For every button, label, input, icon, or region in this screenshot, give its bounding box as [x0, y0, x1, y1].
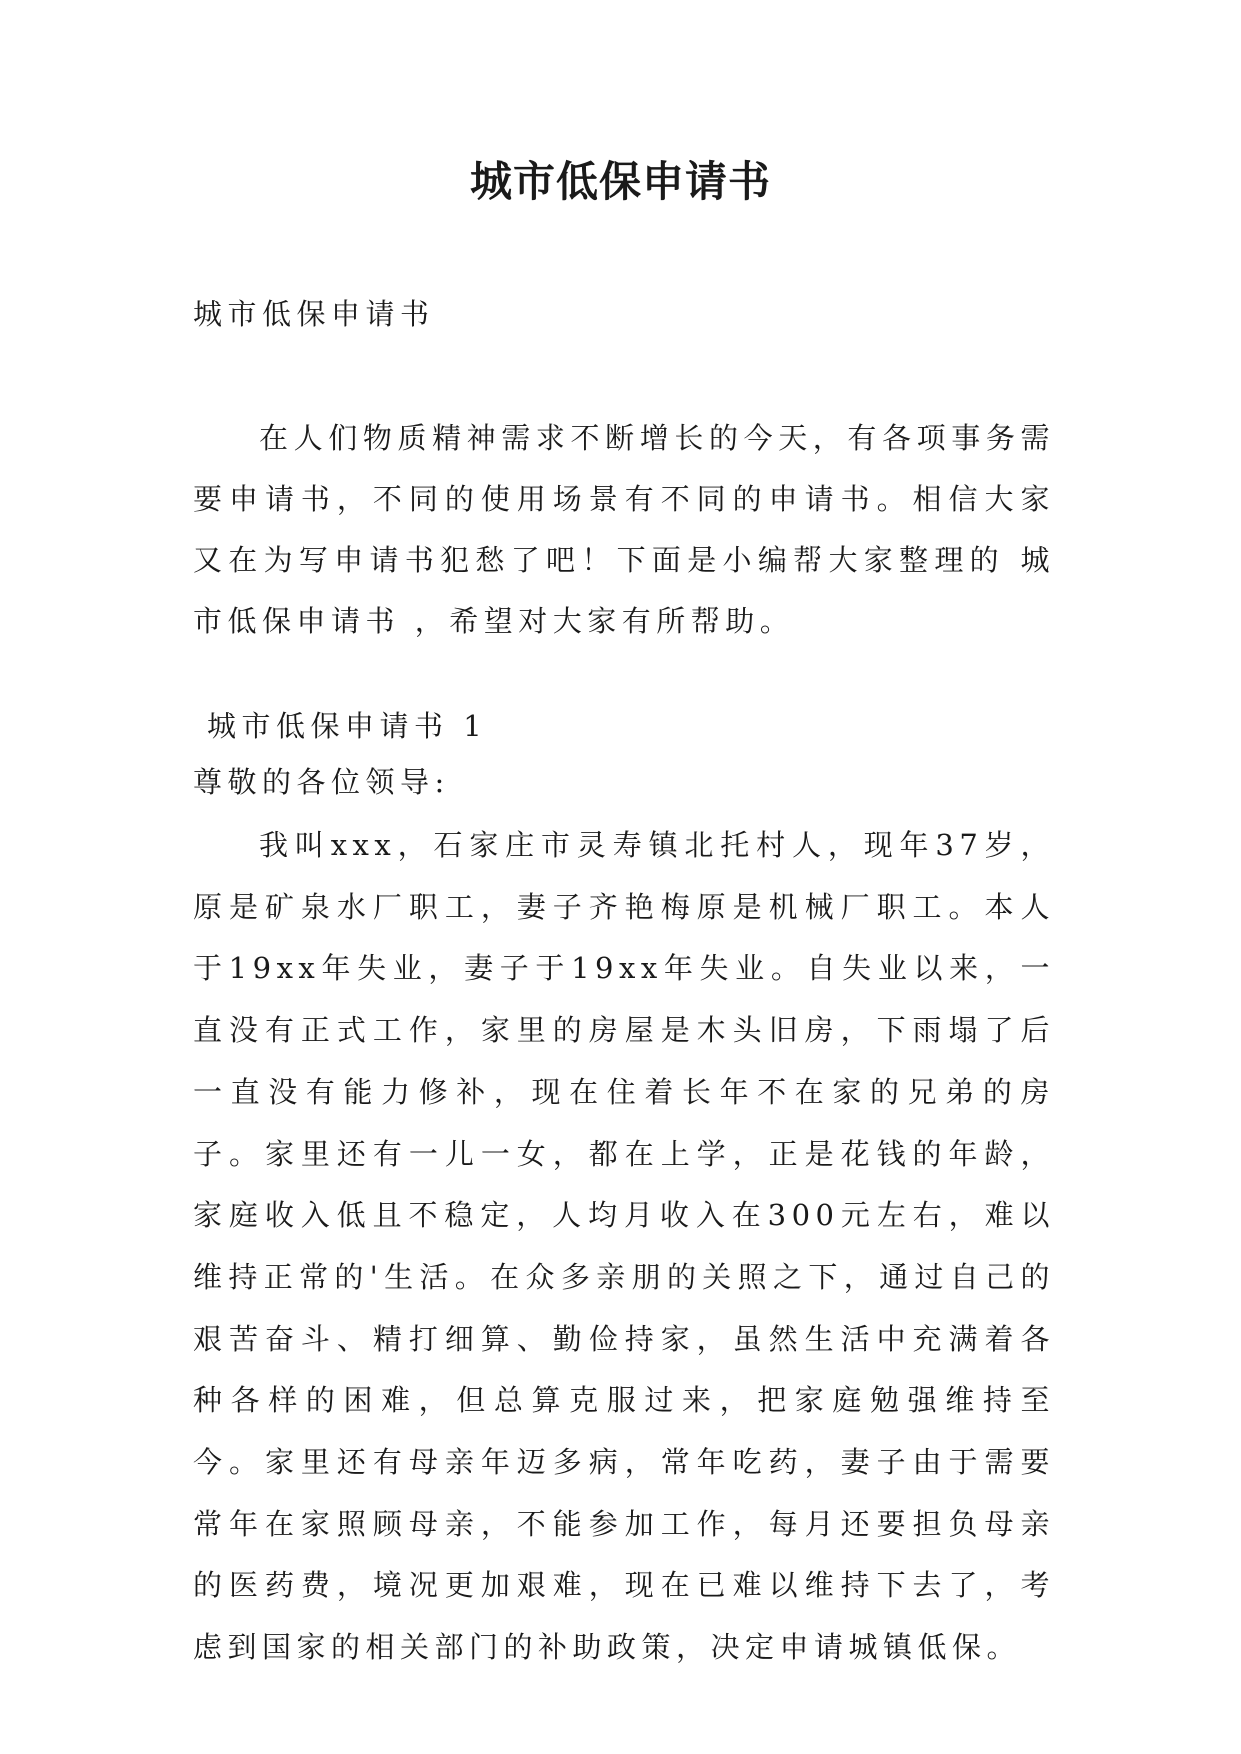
salutation: 尊敬的各位领导:: [193, 765, 450, 799]
body-paragraph: 我叫xxx，石家庄市灵寿镇北托村人，现年37岁，原是矿泉水厂职工，妻子齐艳梅原是机械厂职工。本人于19xx年失业，妻子于19xx年失业。自失业以来，一直没有正式工作，家里的房屋是木头旧房，下雨塌了后一直没有能力修补，现在住着长年不在家的兄弟的房子。家里还有一儿一女，都在上学，正是花钱的年龄，家庭收入低且不稳定，人均月收入在300元左右，难以维持正常的'生活。在众多亲朋的关照之下，通过自己的艰苦奋斗、精打细算、勤俭持家，虽然生活中充满着各种各样的困难，但总算克服过来，把家庭勉强维持至今。家里还有母亲年迈多病，常年吃药，妻子由于需要常年在家照顾母亲，不能参加工作，每月还要担负母亲的医药费，境况更加艰难，现在已难以维持下去了，考虑到国家的相关部门的补助政策，决定申请城镇低保。: [193, 828, 1055, 1665]
document-title: 城市低保申请书: [469, 157, 771, 206]
intro-paragraph: 在人们物质精神需求不断增长的今天，有各项事务需要申请书，不同的使用场景有不同的申请书。相信大家又在为写申请书犯愁了吧！下面是小编帮大家整理的 城市低保申请书 ，希望对大家有所帮助。: [193, 421, 1055, 638]
section-heading: 城市低保申请书 1: [207, 709, 488, 743]
document-subtitle: 城市低保申请书: [193, 297, 435, 331]
